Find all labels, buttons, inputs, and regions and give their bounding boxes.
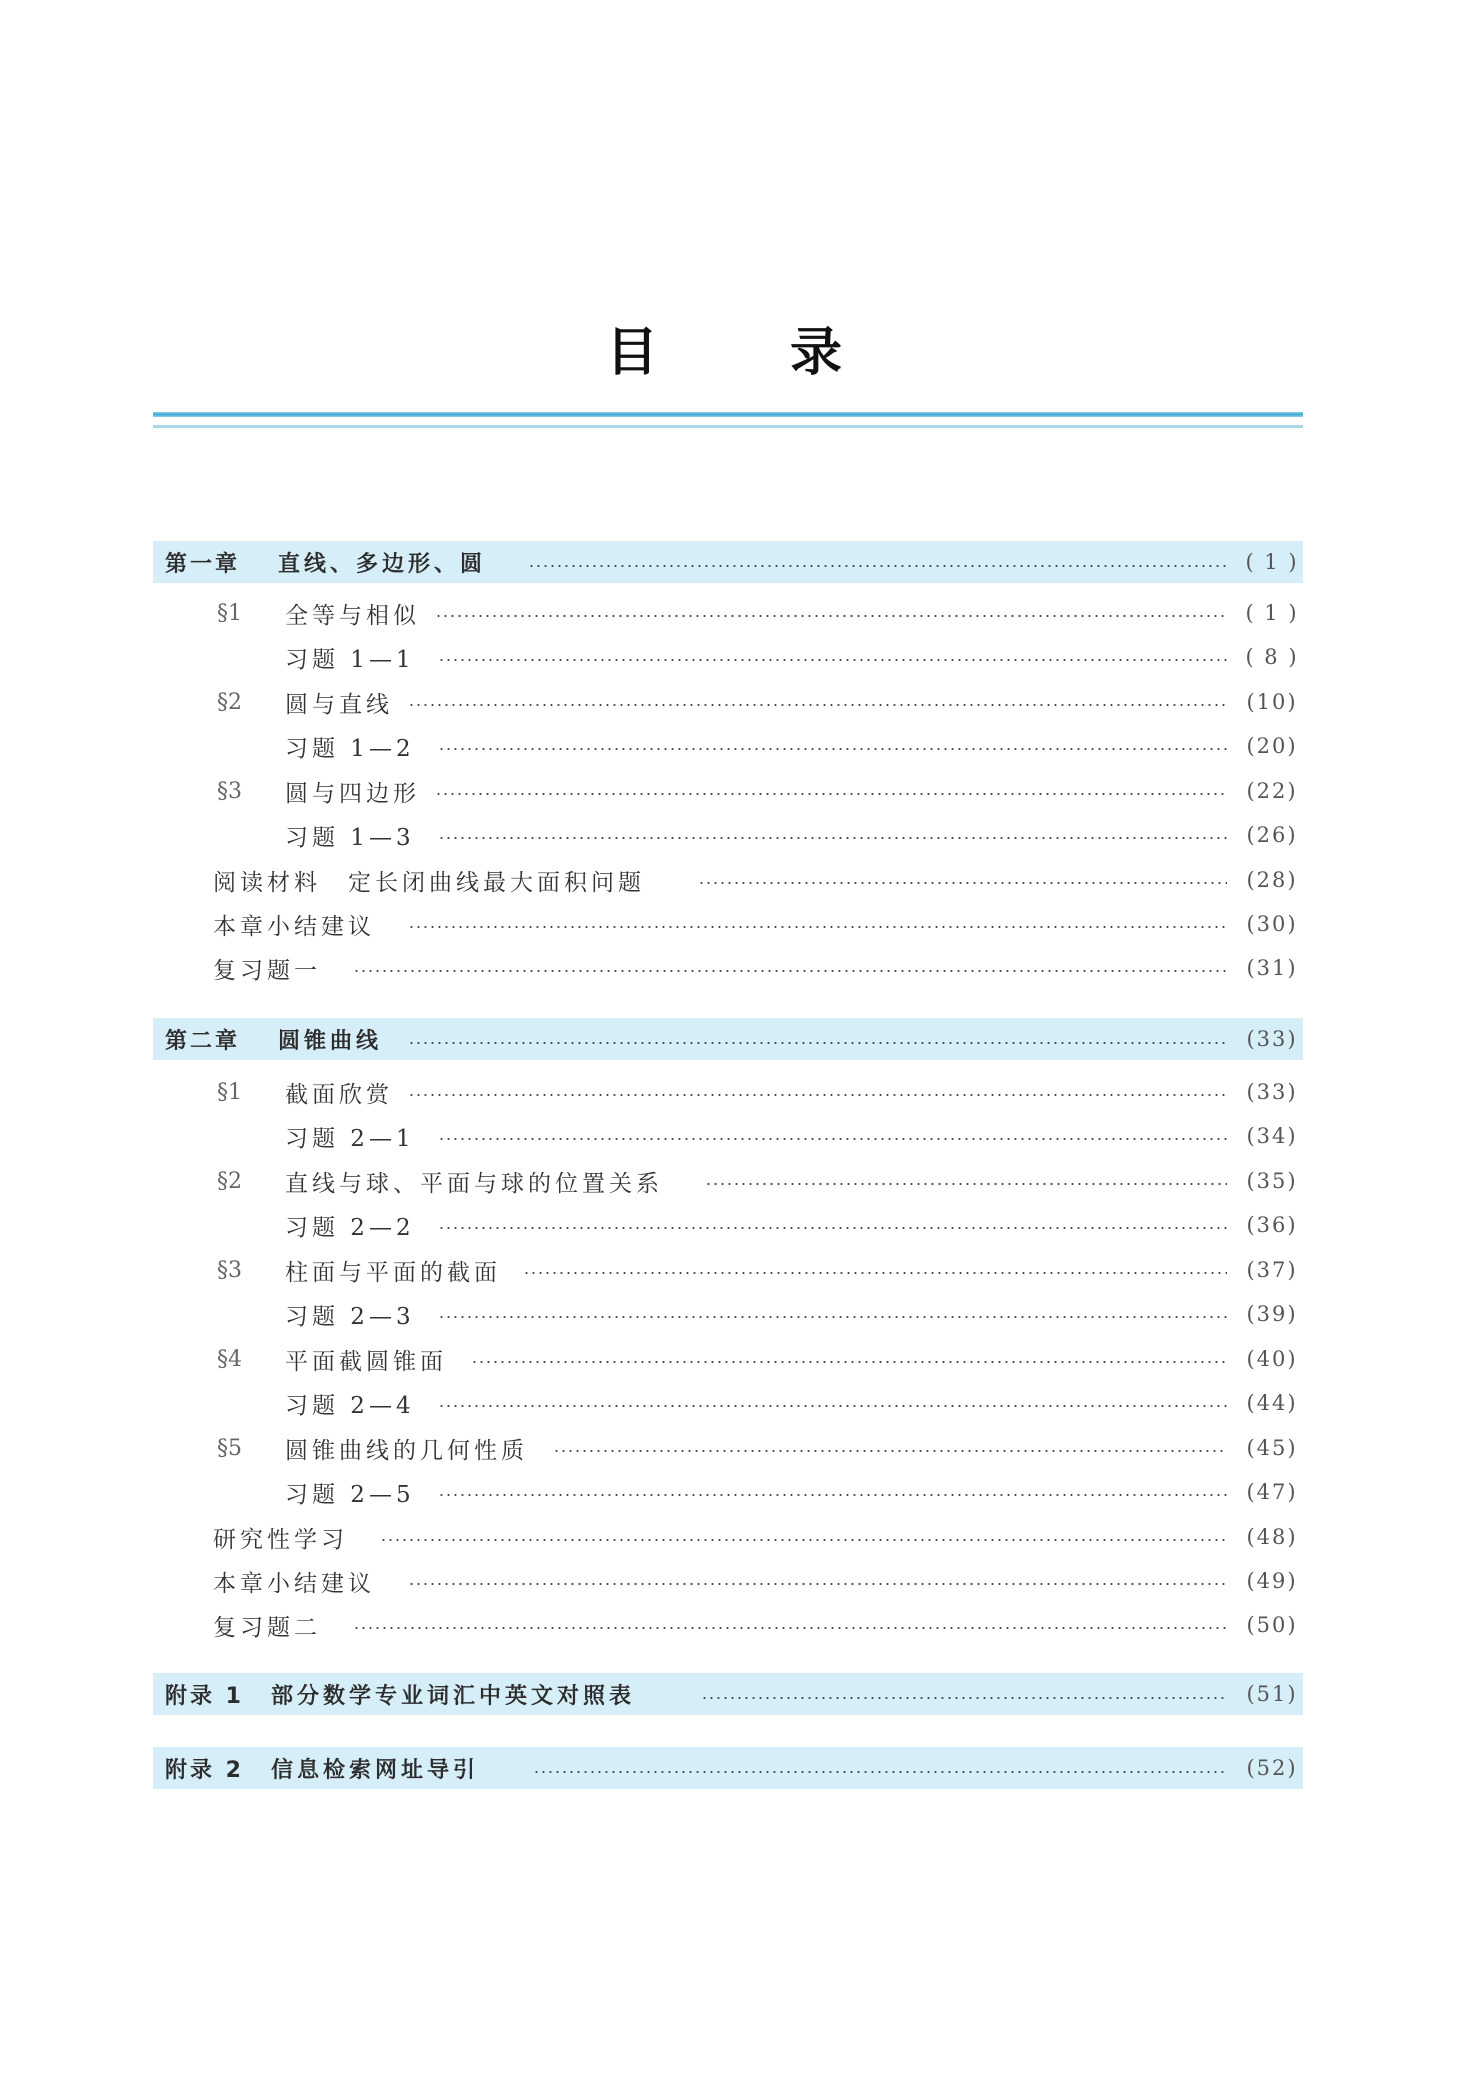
chapter-label: 第一章 [165, 551, 241, 577]
entry-title: 习题 2—3 [285, 1303, 415, 1330]
entry-title: 本章小结建议 [213, 1570, 375, 1597]
toc-entry[interactable] [153, 1337, 1303, 1381]
toc-entry[interactable] [153, 1114, 1303, 1158]
entry-title: 全等与相似 [285, 602, 420, 629]
section-mark: §1 [217, 600, 242, 626]
page-number: (30) [1246, 912, 1298, 936]
title-char-2: 录 [790, 323, 843, 383]
page-number: (35) [1246, 1169, 1298, 1193]
page-number: (36) [1246, 1213, 1298, 1237]
dot-leader [523, 1272, 1227, 1274]
entry-title: 复习题一 [213, 957, 321, 984]
section-mark: §3 [217, 1257, 242, 1283]
toc-entry[interactable] [153, 1292, 1303, 1336]
toc-entry[interactable] [153, 1470, 1303, 1514]
chapter-label: 第二章 [165, 1028, 241, 1054]
dot-leader [471, 1361, 1227, 1363]
page-number: (28) [1246, 868, 1298, 892]
page-number: ( 1 ) [1245, 550, 1299, 574]
section-mark: §2 [217, 1168, 242, 1194]
dot-leader [438, 659, 1227, 661]
entry-title: 研究性学习 [213, 1526, 348, 1553]
entry-title: 阅读材料 定长闭曲线最大面积问题 [213, 869, 645, 896]
chapter-title: 直线、多边形、圆 [278, 551, 487, 577]
entry-title: 圆锥曲线的几何性质 [285, 1437, 528, 1464]
dot-leader [408, 926, 1227, 928]
appendix-title: 部分数学专业词汇中英文对照表 [271, 1683, 636, 1709]
page-number: (40) [1246, 1347, 1298, 1371]
entry-title: 习题 1—2 [285, 735, 415, 762]
toc-entry[interactable] [153, 680, 1303, 724]
dot-leader [705, 1183, 1227, 1185]
dot-leader [438, 1316, 1227, 1318]
toc-entry[interactable] [153, 1159, 1303, 1203]
dot-leader [408, 1094, 1227, 1096]
page-number: (10) [1246, 690, 1298, 714]
toc-entry[interactable] [153, 635, 1303, 679]
page-number: (34) [1246, 1124, 1298, 1148]
toc-appendix-1[interactable] [153, 1673, 1303, 1715]
page-number: (50) [1246, 1613, 1298, 1637]
section-mark: §1 [217, 1079, 242, 1105]
dot-leader [438, 1138, 1227, 1140]
toc-entry[interactable] [153, 1070, 1303, 1114]
dot-leader [408, 704, 1227, 706]
toc-entry[interactable] [153, 1559, 1303, 1603]
toc-entry[interactable] [153, 1248, 1303, 1292]
dot-leader [438, 1227, 1227, 1229]
page-title [0, 322, 1458, 384]
page-number: (26) [1246, 823, 1298, 847]
dot-leader [408, 1583, 1227, 1585]
page-number: (47) [1246, 1480, 1298, 1504]
toc-entry[interactable] [153, 858, 1303, 902]
toc-entry[interactable] [153, 1381, 1303, 1425]
dot-leader [438, 1405, 1227, 1407]
chapter-title: 圆锥曲线 [278, 1028, 383, 1054]
entry-title: 柱面与平面的截面 [285, 1259, 501, 1286]
toc-entry[interactable] [153, 1603, 1303, 1647]
toc-entry[interactable] [153, 1515, 1303, 1559]
dot-leader [701, 1697, 1227, 1699]
entry-title: 平面截圆锥面 [285, 1348, 447, 1375]
entry-title: 习题 2—4 [285, 1392, 415, 1419]
page-number: ( 8 ) [1245, 645, 1299, 669]
entry-title: 习题 2—1 [285, 1125, 415, 1152]
dot-leader [438, 1494, 1227, 1496]
toc-entry[interactable] [153, 769, 1303, 813]
section-mark: §5 [217, 1435, 242, 1461]
page-number: (52) [1246, 1756, 1298, 1780]
toc-entry[interactable] [153, 591, 1303, 635]
section-mark: §2 [217, 689, 242, 715]
appendix-label: 附录 1 [165, 1683, 244, 1709]
dot-leader [408, 1042, 1227, 1044]
entry-title: 习题 1—3 [285, 824, 415, 851]
toc-entry[interactable] [153, 946, 1303, 990]
page-number: (48) [1246, 1525, 1298, 1549]
toc-entry[interactable] [153, 902, 1303, 946]
toc-entry[interactable] [153, 1203, 1303, 1247]
dot-leader [698, 882, 1227, 884]
dot-leader [553, 1450, 1227, 1452]
dot-leader [353, 1627, 1227, 1629]
title-rule-thin [153, 425, 1303, 428]
dot-leader [528, 565, 1227, 567]
dot-leader [353, 970, 1227, 972]
dot-leader [533, 1771, 1227, 1773]
toc-chapter-2[interactable] [153, 1018, 1303, 1060]
page-number: (20) [1246, 734, 1298, 758]
title-rule-thick [153, 412, 1303, 417]
dot-leader [435, 793, 1227, 795]
section-mark: §4 [217, 1346, 242, 1372]
page-number: (45) [1246, 1436, 1298, 1460]
toc-entry[interactable] [153, 1426, 1303, 1470]
entry-title: 截面欣赏 [285, 1081, 393, 1108]
section-mark: §3 [217, 778, 242, 804]
toc-chapter-1[interactable] [153, 541, 1303, 583]
page-number: (49) [1246, 1569, 1298, 1593]
entry-title: 习题 1—1 [285, 646, 415, 673]
page-number: (37) [1246, 1258, 1298, 1282]
toc-entry[interactable] [153, 724, 1303, 768]
page-number: (22) [1246, 779, 1298, 803]
entry-title: 直线与球、平面与球的位置关系 [285, 1170, 663, 1197]
dot-leader [438, 837, 1227, 839]
entry-title: 习题 2—2 [285, 1214, 415, 1241]
page-number: (51) [1246, 1682, 1298, 1706]
page-number: (39) [1246, 1302, 1298, 1326]
entry-title: 圆与四边形 [285, 780, 420, 807]
appendix-title: 信息检索网址导引 [271, 1757, 480, 1783]
entry-title: 圆与直线 [285, 691, 393, 718]
appendix-label: 附录 2 [165, 1757, 244, 1783]
page-number: ( 1 ) [1245, 601, 1299, 625]
dot-leader [435, 615, 1227, 617]
dot-leader [438, 748, 1227, 750]
dot-leader [380, 1539, 1227, 1541]
page-number: (33) [1246, 1080, 1298, 1104]
toc-entry[interactable] [153, 813, 1303, 857]
page-number: (33) [1246, 1027, 1298, 1051]
entry-title: 习题 2—5 [285, 1481, 415, 1508]
entry-title: 本章小结建议 [213, 913, 375, 940]
page-number: (31) [1246, 956, 1298, 980]
entry-title: 复习题二 [213, 1614, 321, 1641]
title-char-1: 目 [606, 323, 659, 383]
toc-appendix-2[interactable] [153, 1747, 1303, 1789]
page-number: (44) [1246, 1391, 1298, 1415]
